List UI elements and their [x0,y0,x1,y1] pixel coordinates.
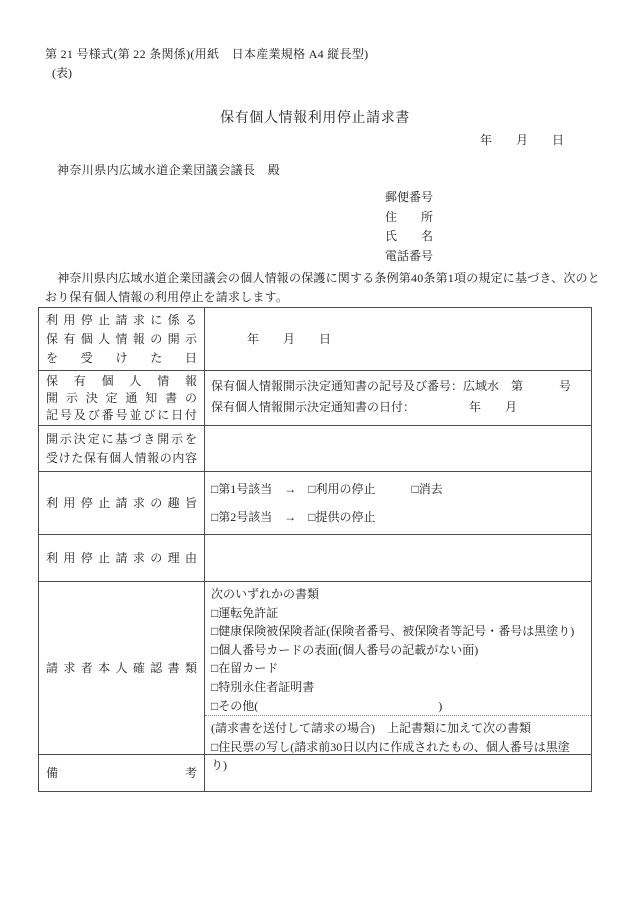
notice-date-line: 保有個人情報開示決定通知書の日付： 年 月 [211,400,518,414]
notice-number-line: 保有個人情報開示決定通知書の記号及び番号：広域水 第 号 [211,379,572,393]
front-side-label: (表) [52,66,72,80]
intro-paragraph [45,269,600,306]
row-notice-number-date [39,370,591,425]
identity-documents-list [205,582,591,715]
intro-line-1: 神奈川県内広域水道企業団議会の個人情報の保護に関する条例第40条第1項の規定に基づき、次のと [45,271,600,285]
row-remarks [39,754,591,791]
row-label: 備考 [39,755,205,791]
list-heading: (請求書を送付して請求の場合) 上記書類に加えて次の書類 [211,721,531,736]
disclosed-info-content-cell [205,426,591,471]
addressee-line: 神奈川県内広域水道企業団議会議長 殿 [57,163,281,177]
checkbox-line: □個人番号カードの表面(個人番号の記載がない面) [211,642,479,657]
request-purpose-cell [205,472,591,534]
request-form-table [38,307,592,792]
postal-code-label: 郵便番号 [385,190,434,204]
page-title: 保有個人情報利用停止請求書 [220,111,410,126]
form-number: 第 21 号様式(第 22 条関係)(用紙 日本産業規格 A4 縦長型) [45,47,369,61]
disclosure-date-cell: 年 月 日 [247,332,332,346]
request-reason-cell [205,535,591,581]
identity-documents-cell [205,582,591,773]
notice-number-date-cell [205,371,591,425]
checkbox-line: □第2号該当 → □提供の停止 [211,510,376,524]
row-label: 利用停止請求の趣旨 [39,472,205,534]
name-label: 氏 名 [385,229,434,243]
checkbox-line: □運転免許証 [211,605,279,620]
checkbox-line: □第1号該当 → □利用の停止 □消去 [211,482,443,496]
list-heading: 次のいずれかの書類 [211,587,320,601]
row-label: 開示決定に基づき開示を 受けた保有個人情報の内容 [39,426,205,471]
address-label: 住 所 [385,209,434,224]
intro-line-2: おり保有個人情報の利用停止を請求します。 [45,289,289,304]
submission-date-line: 年 月 日 [479,133,564,147]
checkbox-line: □その他( ) [211,698,443,713]
row-label: 保有個人情報 開示決定通知書の 記号及び番号並びに日付 [39,371,205,425]
row-disclosure-receipt-date [39,308,591,370]
checkbox-line: □在留カード [211,661,279,676]
remarks-cell [205,755,591,791]
row-request-purpose [39,471,591,534]
row-label: 利用停止請求に係る 保有個人情報の開示 を受けた日 [39,308,205,370]
row-label: 請求者本人確認書類 [39,582,205,754]
applicant-contact-block [385,188,433,266]
checkbox-line: □健康保険被保険者証(保険者番号、被保険者等記号・番号は黒塗り) [211,624,575,639]
checkbox-line: □住民票の写し(請求前30日以内に作成されたもの、個人番号は黒塗り) [211,739,570,773]
phone-label: 電話番号 [385,248,434,263]
row-disclosed-info-content [39,425,591,471]
row-request-reason [39,534,591,581]
row-label: 利用停止請求の理由 [39,535,205,581]
checkbox-line: □特別永住者証明書 [211,679,315,694]
